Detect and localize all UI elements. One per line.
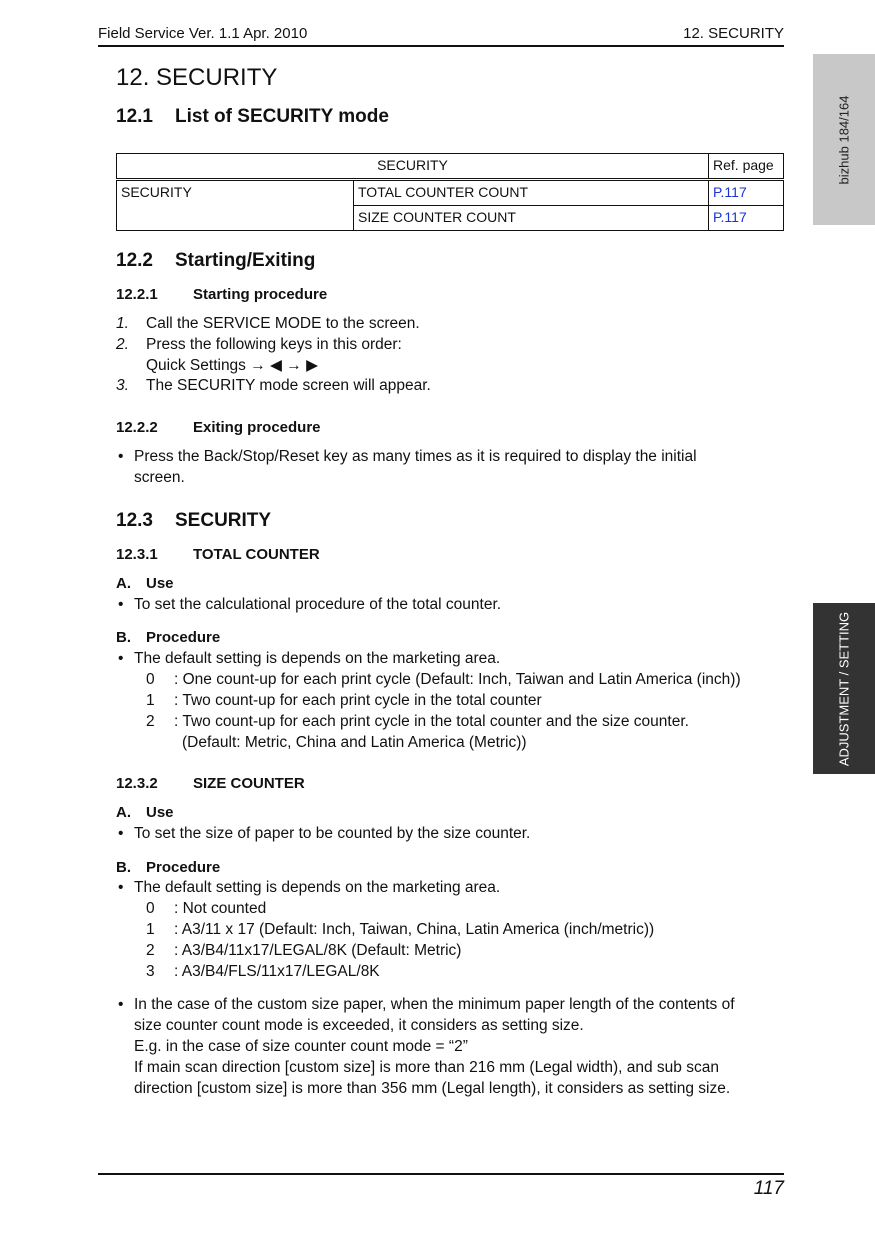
- heading-number: 12.2: [116, 250, 153, 271]
- subheading-label: A.: [116, 804, 131, 821]
- heading-text: SECURITY: [175, 510, 272, 531]
- side-tab-section-label: ADJUSTMENT / SETTING: [836, 611, 852, 766]
- option-text: : A3/B4/11x17/LEGAL/8K (Default: Metric): [174, 942, 462, 959]
- procedure-text: The default setting is depends on the marketing area.: [134, 650, 501, 667]
- subheading-text: Use: [146, 804, 174, 821]
- heading-12-2-2: [116, 419, 321, 436]
- note-line: If main scan direction [custom size] is more than 216 mm (Legal width), and sub scan: [134, 1059, 719, 1076]
- table-header-ref: Ref. page: [709, 154, 784, 180]
- option-value: 2: [146, 942, 155, 959]
- heading-12-3: [116, 510, 271, 532]
- table-header-row: [117, 154, 784, 180]
- heading-12-1: [116, 106, 389, 128]
- security-mode-table: [116, 153, 784, 231]
- exit-text-line: Press the Back/Stop/Reset key as many times as it is required to display the initial: [134, 448, 697, 465]
- option-value: 0: [146, 671, 155, 688]
- bullet: •: [118, 596, 124, 613]
- footer-rule: [98, 1173, 784, 1175]
- step-number: 2.: [116, 336, 129, 353]
- heading-text: TOTAL COUNTER: [193, 546, 320, 563]
- option-value: 2: [146, 713, 155, 730]
- subheading-procedure: [116, 629, 220, 646]
- heading-12-3-2: [116, 775, 305, 792]
- option-text: : Two count-up for each print cycle in the total counter and the size counter.: [174, 713, 689, 730]
- option-value: 1: [146, 921, 155, 938]
- heading-number: 12.3: [116, 510, 153, 531]
- option-text: : A3/B4/FLS/11x17/LEGAL/8K: [174, 963, 380, 980]
- bullet: •: [118, 879, 124, 896]
- subheading-label: B.: [116, 629, 131, 646]
- heading-text: Starting procedure: [193, 286, 328, 303]
- side-tab-model-label: bizhub 184/164: [836, 95, 852, 184]
- option-text: : Two count-up for each print cycle in the total counter: [174, 692, 542, 709]
- table-item-cell: TOTAL COUNTER COUNT: [354, 180, 709, 206]
- heading-text: Starting/Exiting: [175, 250, 316, 271]
- option-text: : A3/11 x 17 (Default: Inch, Taiwan, China, Latin America (inch/metric)): [174, 921, 655, 938]
- step-text: The SECURITY mode screen will appear.: [146, 377, 431, 394]
- step-text: Call the SERVICE MODE to the screen.: [146, 315, 420, 332]
- heading-12-2: [116, 250, 315, 272]
- table-ref-link[interactable]: P.117: [709, 180, 784, 206]
- use-text: To set the calculational procedure of the total counter.: [134, 596, 502, 613]
- step-text: Press the following keys in this order:: [146, 336, 402, 353]
- bullet: •: [118, 650, 124, 667]
- note-line: E.g. in the case of size counter count mode = “2”: [134, 1038, 468, 1055]
- option-value: 1: [146, 692, 155, 709]
- option-text: : One count-up for each print cycle (Default: Inch, Taiwan and Latin America (inch)): [174, 671, 741, 688]
- page-number: 117: [753, 1178, 784, 1199]
- heading-number: 12.2.2: [116, 419, 158, 436]
- option-text: : Not counted: [174, 900, 267, 917]
- note-line: direction [custom size] is more than 356 mm (Legal length), it considers as setting size.: [134, 1080, 731, 1097]
- subheading-label: A.: [116, 575, 131, 592]
- table-item-cell: SIZE COUNTER COUNT: [354, 206, 709, 231]
- procedure-text: The default setting is depends on the marketing area.: [134, 879, 501, 896]
- heading-number: 12.3.2: [116, 775, 158, 792]
- bullet: •: [118, 996, 124, 1013]
- page-title: 12. SECURITY: [116, 64, 278, 91]
- heading-number: 12.2.1: [116, 286, 158, 303]
- side-tab-model: [813, 54, 875, 225]
- subheading-label: B.: [116, 859, 131, 876]
- heading-text: Exiting procedure: [193, 419, 321, 436]
- heading-12-2-1: [116, 286, 327, 303]
- step-number: 1.: [116, 315, 129, 332]
- side-tab-section: [813, 603, 875, 774]
- subheading-use: [116, 804, 174, 821]
- option-value: 3: [146, 963, 155, 980]
- step-key-sequence: Quick Settings → ◀ → ▶: [146, 357, 318, 374]
- subheading-text: Procedure: [146, 859, 221, 876]
- heading-text: List of SECURITY mode: [175, 106, 389, 127]
- table-ref-link[interactable]: P.117: [709, 206, 784, 231]
- table-group-cell: SECURITY: [117, 180, 354, 231]
- header-rule: [98, 45, 784, 47]
- option-value: 0: [146, 900, 155, 917]
- option-text-continued: (Default: Metric, China and Latin America (Metric)): [182, 734, 527, 751]
- exit-text-line: screen.: [134, 469, 185, 486]
- heading-number: 12.1: [116, 106, 153, 127]
- subheading-use: [116, 575, 174, 592]
- use-text: To set the size of paper to be counted by the size counter.: [134, 825, 531, 842]
- table-row: [117, 180, 784, 206]
- subheading-text: Procedure: [146, 629, 221, 646]
- header-section: 12. SECURITY: [683, 25, 784, 42]
- note-line: In the case of the custom size paper, when the minimum paper length of the contents of: [134, 996, 735, 1013]
- heading-number: 12.3.1: [116, 546, 158, 563]
- table-header-security: SECURITY: [117, 154, 709, 180]
- step-number: 3.: [116, 377, 129, 394]
- heading-12-3-1: [116, 546, 320, 563]
- note-line: size counter count mode is exceeded, it considers as setting size.: [134, 1017, 584, 1034]
- bullet: •: [118, 448, 124, 465]
- subheading-procedure: [116, 859, 220, 876]
- header-doc-info: Field Service Ver. 1.1 Apr. 2010: [98, 25, 308, 42]
- subheading-text: Use: [146, 575, 174, 592]
- heading-text: SIZE COUNTER: [193, 775, 305, 792]
- bullet: •: [118, 825, 124, 842]
